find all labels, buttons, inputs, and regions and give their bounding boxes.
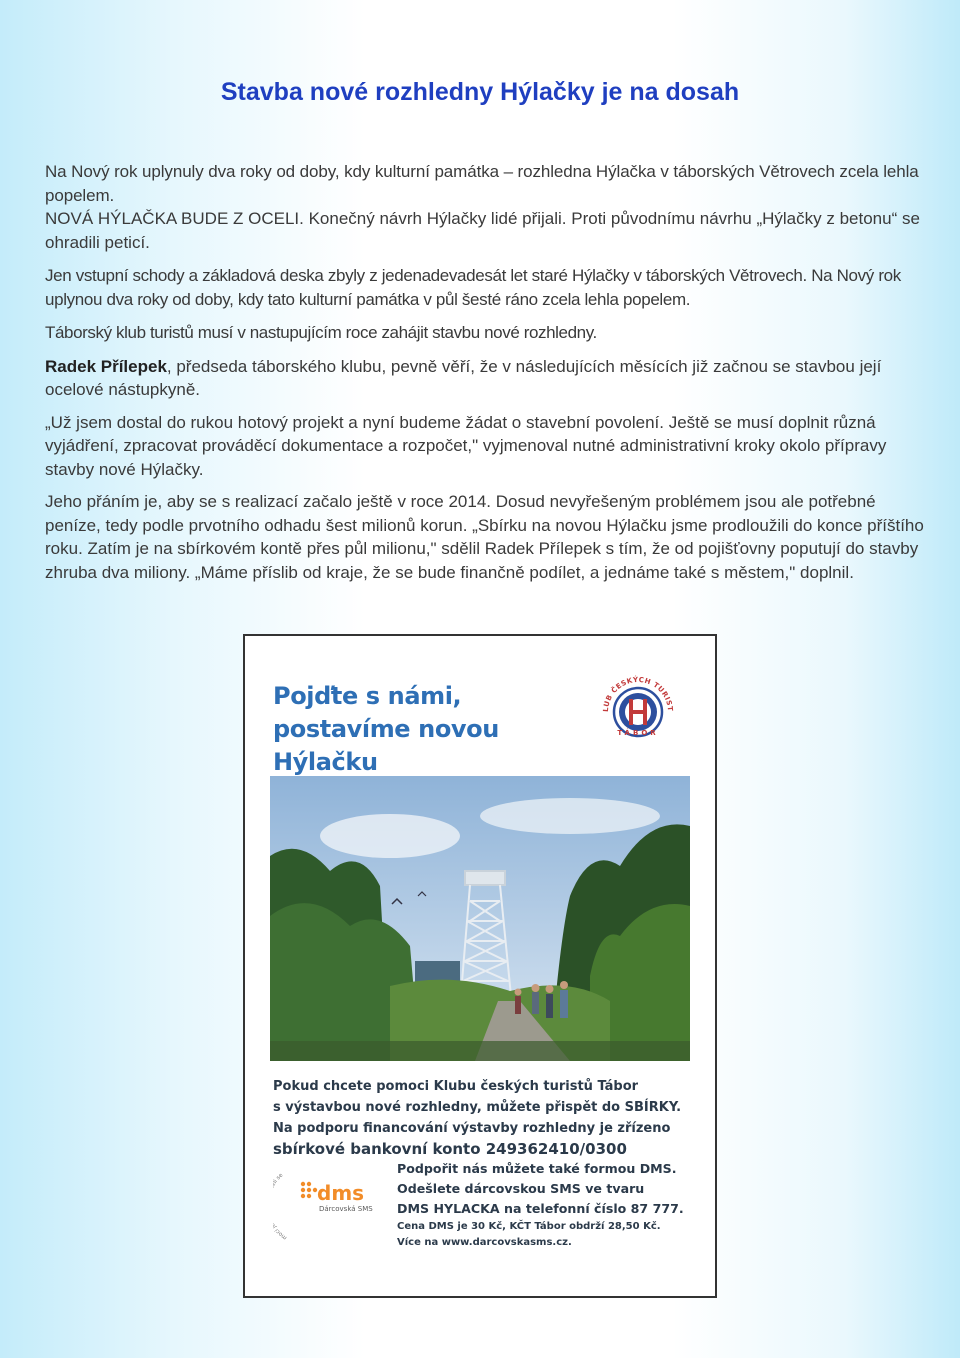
paragraph-intro: Na Nový rok uplynuly dva roky od doby, kdy kulturní památka – rozhledna Hýlačka v táborských Větrovech zcela lehla popelem. [45,162,919,205]
poster-text-line-2: s výstavbou nové rozhledny, můžete přispět do SBÍRKY. [273,1100,682,1115]
club-logo [599,672,677,760]
dms-line-1: Podpořit nás můžete také formou DMS. [397,1161,677,1176]
poster-text-line-3: Na podporu financování výstavby rozhledny je zřízeno [273,1121,671,1136]
poster-headline [273,680,593,779]
dms-line-3: DMS HYLACKA na telefonní číslo 87 777. [397,1201,684,1216]
poster-bank-account: sbírkové bankovní konto 249362410/0300 [273,1140,627,1158]
paragraph-quote-project: „Už jsem dostal do rukou hotový projekt a nyní budeme žádat o stavební povolení. Ještě se musí doplnit různá vyjádření, zpracovat prováděcí dokumentace a rozpočet," vyjmenoval nutné administrativní kroky okolo přípravy stavby nové Hýlačky. [45,412,887,479]
chairman-text: , předseda táborského klubu, pevně věří, že v následujících měsících již začnou se stavbou její ocelové nástupkyně. [45,356,882,399]
poster-headline-line-2: postavíme novou Hýlačku [273,715,499,776]
club-logo-arc-text: LUB ČESKÝCH TURIST [601,675,675,713]
dms-logo-word: dms [317,1181,365,1205]
club-emblem-icon [599,672,677,760]
paragraph-funding: Jeho přáním je, aby se s realizací začalo ještě v roce 2014. Dosud nevyřešeným problémem jsou ale potřebné peníze, tedy podle prvotního odhadu šest milionů korun. „Sbírku na novou Hýlačku jsme prodloužili do konce příštího roku. Zatím je na sbírkovém kontě přes půl milionu," sdělil Radek Přílepek s tím, že od pojišťovny poputují do stavby zhruba dva miliony. „Máme příslib od kraje, že se bude finančně podílet, a jednáme také s městem," doplnil. [45,492,924,582]
paragraph-remains: Jen vstupní schody a základová deska zbyly z jedenadevadesát let staré Hýlačky v táborských Větrovech. Na Nový rok uplynou dva roky od doby, kdy tato kulturní památka v půl šesté ráno zcela lehla popelem. [45,266,901,309]
fundraising-poster [243,634,717,1298]
dms-website: Více na www.darcovskasms.cz. [397,1237,572,1248]
article-body [45,160,925,584]
chairman-name: Radek Přílepek [45,356,167,376]
svg-text:Pomoci je snadnější, nežli se [273,1164,288,1241]
page-title: Stavba nové rozhledny Hýlačky je na dosah [220,78,740,106]
club-city: TÁBOR [617,729,659,737]
poster-headline-line-1: Pojďte s námi, [273,682,462,710]
paragraph-steel: NOVÁ HÝLAČKA BUDE Z OCELI. Konečný návrh Hýlačky lidé přijali. Proti původnímu návrhu „Hýlačky z betonu“ se ohradili peticí. [45,209,920,252]
dms-price: Cena DMS je 30 Kč, KČT Tábor obdrží 28,50 Kč. [397,1221,661,1232]
dms-instructions [397,1159,707,1251]
dms-logo-icon [273,1164,373,1244]
paragraph-chairman [45,355,925,402]
dms-logo [273,1164,373,1244]
paragraph-club: Táborský klub turistů musí v nastupujícím roce zahájit stavbu nové rozhledny. [45,323,597,342]
poster-text-line-1: Pokud chcete pomoci Klubu českých turistů Tábor [273,1079,639,1094]
poster-donation-info [273,1076,693,1160]
dms-logo-sub: Dárcovská SMS [319,1205,373,1213]
dms-line-2: Odešlete dárcovskou SMS ve tvaru [397,1181,645,1196]
dms-logo-arc: moci i se [273,1172,289,1241]
lookout-tower-photo [270,776,690,1061]
